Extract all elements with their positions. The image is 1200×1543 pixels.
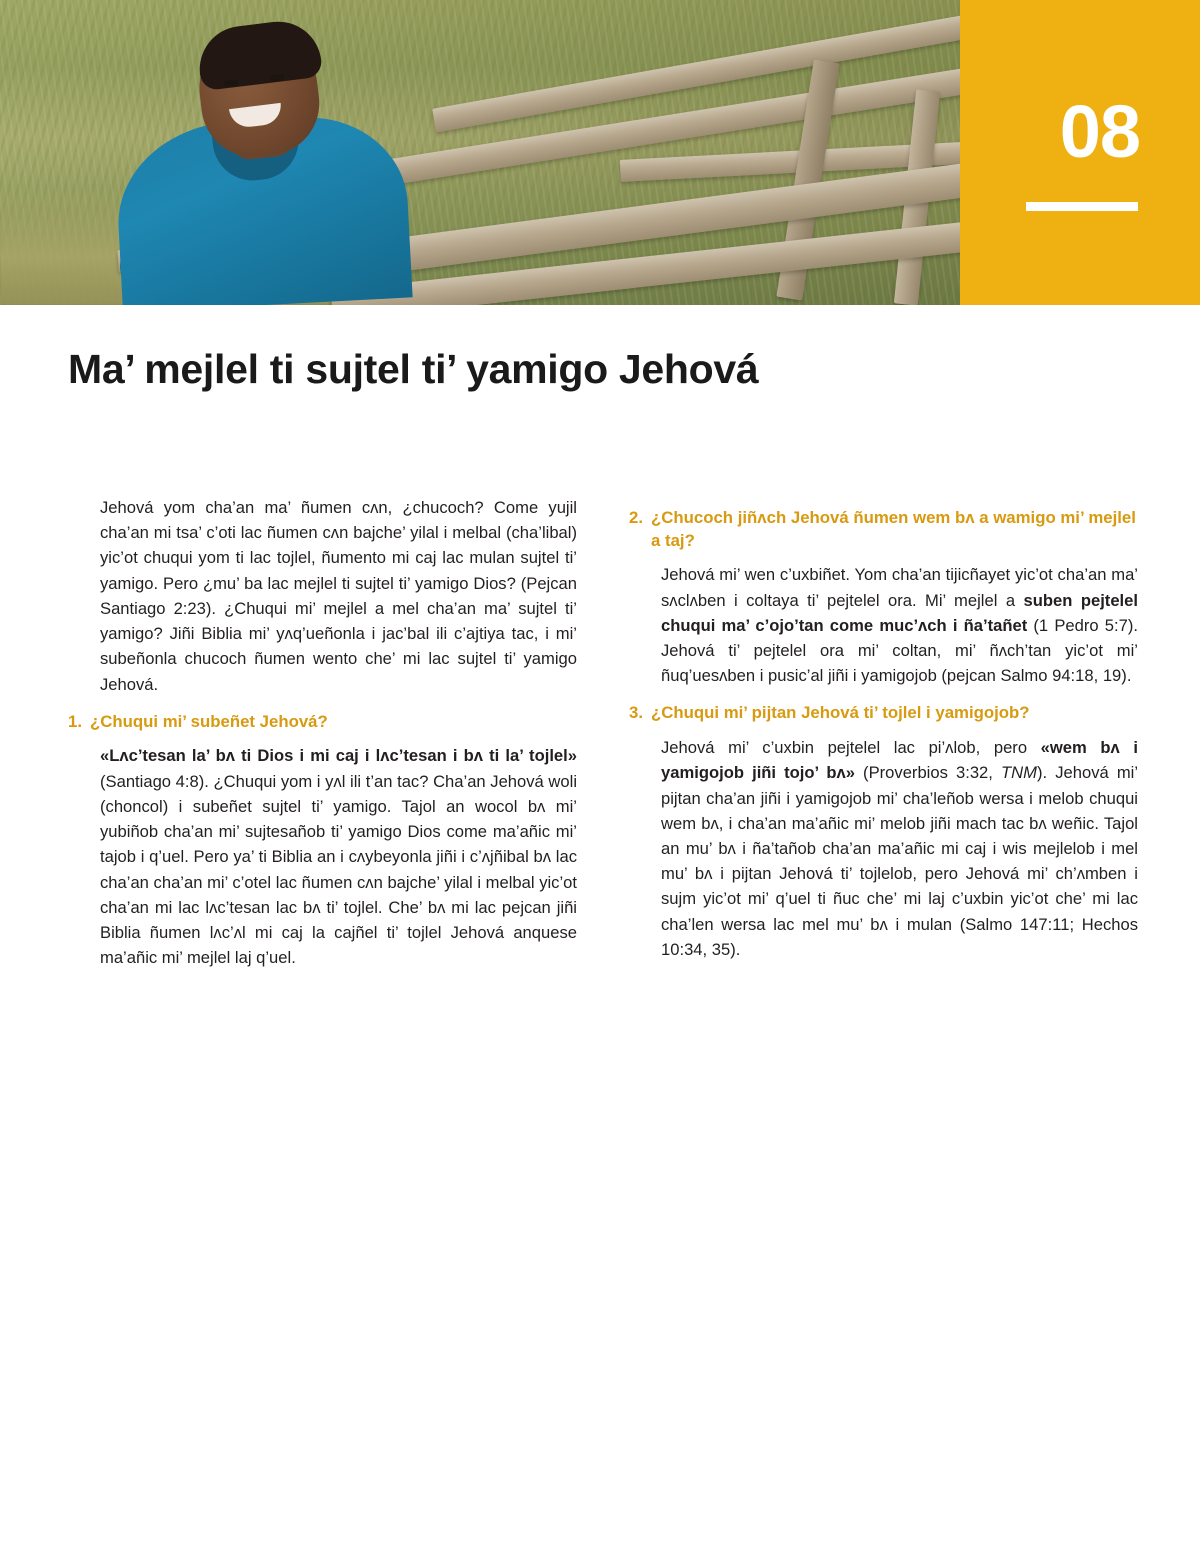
- scripture-quote: «wem bʌ i yamigojob jiñi tojo’ bʌ»: [661, 738, 1138, 783]
- question-text: ¿Chuqui mi’ pijtan Jehová ti’ tojlel i yamigojob?: [651, 703, 1030, 723]
- answer-body-cont: ). Jehová mi’ pijtan cha’an jiñi i yamigojob mi’ cha’leñob wersa i melob chuqui wem bʌ, i cha’an ma’añic mi’ melob jiñi mach tac bʌ weñic. Tajol an mu’ bʌ i ña’tañob cha’an ma’añic mi caj i wis mejlelob i mel mu’ bʌ i pijtan Jehová ti’ tojlelob, pero Jehová mi’ ch’ʌmben i sujm yic’ot mi’ q’uel ti ñuc che’ mi laj c’uxbin yic’ot che’ mi lac cha’len wersa lac mel mu’ bʌ i mulan (Salmo 147:11; Hechos 10:34, 35).: [661, 763, 1139, 959]
- question-number: 1.: [68, 711, 82, 731]
- answer-paragraph-2: [629, 562, 1138, 688]
- bible-edition-abbrev: TNM: [1001, 763, 1037, 783]
- question-block-2: [629, 507, 1138, 688]
- body-columns: [68, 495, 1138, 984]
- question-block-1: [68, 711, 577, 971]
- question-number: 2.: [629, 508, 643, 527]
- answer-paragraph-3: [629, 735, 1138, 962]
- person-figure: [118, 18, 418, 305]
- column-right: [629, 495, 1138, 984]
- answer-body: Jehová mi’ wen c’uxbiñet. Yom cha’an tijicñayet yic’ot cha’an ma’ sʌclʌben i coltaya ti’ pejtelel ora. Mi’ mejlel a: [661, 565, 1138, 610]
- emphasis-text: suben pejtelel chuqui ma’ c’ojo’tan come muc’ʌch i ña’tañet: [661, 590, 1139, 635]
- page-header: [0, 0, 1200, 305]
- answer-paragraph-1: [68, 743, 577, 970]
- question-heading-2: [629, 507, 1138, 552]
- number-underline: [1026, 202, 1138, 211]
- column-left: [68, 495, 577, 984]
- question-heading-1: [68, 711, 577, 734]
- page-title: Ma’ mejlel ti sujtel ti’ yamigo Jehová: [68, 346, 759, 392]
- intro-paragraph: Jehová yom cha’an ma’ ñumen cʌn, ¿chucoch? Come yujil cha’an mi tsa’ c’oti lac ñumen cʌn bajche’ yilal i melbal (cha’libal) yic’ot chuqui yom ti lac tojlel, ñumento mi caj lac mulan sujtel ti’ yamigo. Pero ¿mu’ ba lac mejlel ti sujtel ti’ yamigo Dios? (Pejcan Santiago 2:23). ¿Chuqui mi’ mejlel a mel cha’an ma’ sujtel ti’ yamigo? Jiñi Biblia mi’ yʌq’ueñonla i jac’bal ili c’ajtiya tac, i mi’ subeñonla chucoch ñumen wento che’ mi lac sujtel ti’ yamigo Jehová.: [100, 498, 577, 694]
- hero-photo: [0, 0, 960, 305]
- question-heading-3: [629, 702, 1138, 725]
- citation-open: (Proverbios 3:32,: [854, 763, 1002, 783]
- question-number: 3.: [629, 703, 643, 723]
- answer-body: (Santiago 4:8). ¿Chuqui yom i yʌl ili t’an tac? Cha’an Jehová woli (choncol) i subeñet sujtel ti’ yamigo. Tajol an wocol bʌ mi’ yubiñob cha’an mi’ sujtesañob ti’ yamigo Dios come ma’añic mi’ tajob i q’uel. Pero ya’ ti Biblia an i cʌybeyonla jiñi i c’ʌjñibal bʌ lac cha’an cha’an mi’ c’otel lac ñumen cʌn bajche’ yilal i melbal yic’ot cha’an mi lac lʌc’tesan lac bʌ ti’ tojlel. Che’ bʌ mi lac pejcan jiñi Biblia ñumen lʌc’ʌl mi caj la cajñel ti’ tojlel Jehová anquese ma’añic mi’ mejlel laj q’uel.: [100, 771, 577, 968]
- answer-body-cont: (1 Pedro 5:7). Jehová ti’ pejtelel ora mi’ coltan, mi’ ñʌch’tan yic’ot mi’ ñuq’uesʌben i pusic’al jiñi i yamigojob (pejcan Salmo 94:18, 19).: [661, 615, 1138, 686]
- question-text: ¿Chucoch jiñʌch Jehová ñumen wem bʌ a wamigo mi’ mejlel a taj?: [651, 508, 1136, 550]
- lesson-number-block: [960, 0, 1200, 305]
- question-text: ¿Chuqui mi’ subeñet Jehová?: [90, 711, 328, 731]
- question-block-3: [629, 702, 1138, 962]
- answer-body: Jehová mi’ c’uxbin pejtelel lac pi’ʌlob, pero: [661, 738, 1041, 758]
- scripture-quote: «Lʌc’tesan la’ bʌ ti Dios i mi caj i lʌc’tesan i bʌ ti la’ tojlel»: [100, 746, 577, 766]
- lesson-number: 08: [1059, 90, 1140, 173]
